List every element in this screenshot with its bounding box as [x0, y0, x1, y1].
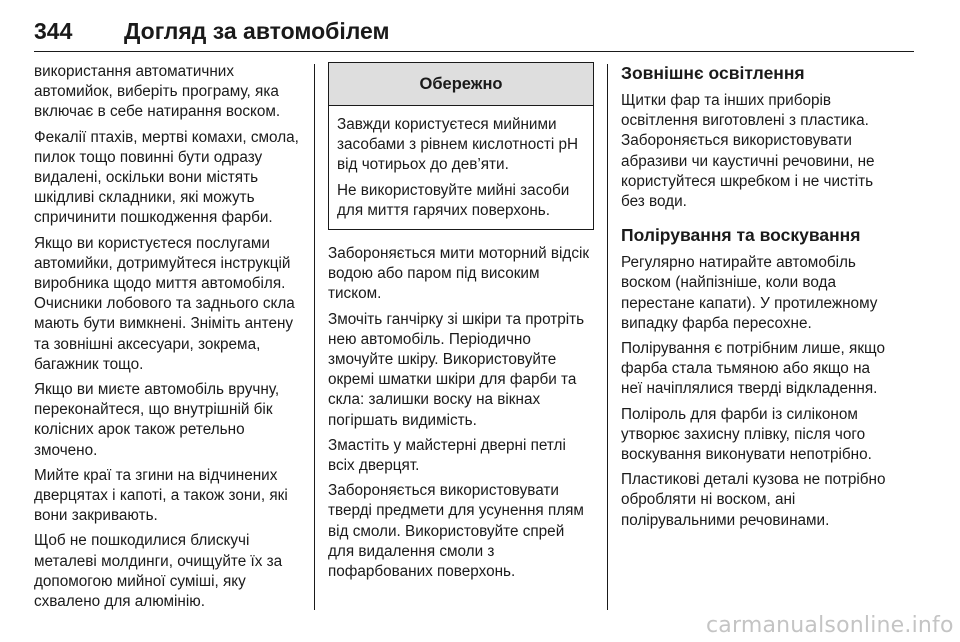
section-heading-exterior-lighting: Зовнішнє освітлення — [621, 63, 805, 83]
paragraph: Полірування є потрібним лише, якщо фарба стала тьмяною або якщо на неї начіплялися тверді відкладення. — [621, 340, 885, 398]
page-title: Догляд за автомобілем — [124, 18, 390, 44]
paragraph: Якщо ви миєте автомобіль вручну, переконайтеся, що внутрішній бік колісних арок також ретельно змочено. — [34, 381, 280, 459]
caution-text: Завжди користуєтеся мийними засобами з рівнем кислотності pH від чотирьох до дев’яти. — [337, 116, 579, 174]
paragraph: Щоб не пошкодилися блискучі металеві молдинги, очищуйте їх за допомогою мийної суміші, яку схвалено для алюмінію. — [34, 532, 283, 611]
paragraph: Поліроль для фарби із силіконом утворює захисну плівку, після чого воскування виконувати непотрібно. — [621, 405, 872, 464]
header-rule — [34, 51, 914, 52]
column-2 — [328, 62, 594, 587]
page-header — [34, 18, 914, 54]
watermark: carmanualsonline.info — [706, 613, 954, 638]
column-1 — [34, 62, 302, 617]
caution-box — [328, 62, 594, 230]
page-number: 344 — [34, 18, 73, 44]
column-divider — [607, 64, 608, 610]
section-heading-polishing: Полірування та воскування — [621, 225, 861, 246]
paragraph: Забороняється використовувати тверді предмети для усунення плям від смоли. Використовуйте спрей для видалення смоли з пофарбованих поверхонь. — [328, 482, 584, 581]
paragraph: Регулярно натирайте автомобіль воском (найпізніше, коли вода перестане капати). У протилежному випадку фарба пересохне. — [621, 254, 878, 332]
caution-title: Обережно — [329, 63, 593, 106]
paragraph: Змастіть у майстерні дверні петлі всіх дверцят. — [328, 436, 566, 475]
caution-text: Не використовуйте мийні засоби для миття гарячих поверхонь. — [337, 181, 570, 219]
paragraph: використання автоматичних автомийок, виберіть програму, яка включає в себе натирання воском. — [34, 63, 281, 121]
paragraph: Змочіть ганчірку зі шкіри та протріть нею автомобіль. Періодично змочуйте шкіру. Використовуйте окремі шматки шкіри для фарби та скла: залишки воску на вікнах погіршать видимість. — [328, 310, 585, 429]
paragraph: Забороняється мити моторний відсік водою або паром під високим тиском. — [328, 245, 590, 303]
paragraph: Якщо ви користуєтеся послугами автомийки, дотримуйтеся інструкцій виробника щодо миття автомобіля. Очисники лобового та заднього скла мають бути вимкнені. Зніміть антену та зовнішні аксесуари, зокрема, багажник тощо. — [34, 234, 295, 373]
caution-body — [329, 106, 593, 229]
paragraph: Пластикові деталі кузова не потрібно обробляти ні воском, ані полірувальними речовинами. — [621, 471, 886, 529]
paragraph: Фекалії птахів, мертві комахи, смола, пилок тощо повинні бути одразу видалені, оскільки вони містять шкідливі складники, які можуть спричинити пошкодження фарби. — [34, 128, 299, 227]
column-divider — [314, 64, 315, 610]
paragraph: Щитки фар та інших приборів освітлення виготовлені з пластика. Забороняється використовувати абразиви чи каустичні речовини, не користуйтеся шкребком і не чистіть без води. — [621, 92, 875, 211]
paragraph: Мийте краї та згини на відчинених дверцятах і капоті, а також зони, які вони закривають. — [34, 466, 288, 525]
column-3 — [621, 62, 889, 536]
